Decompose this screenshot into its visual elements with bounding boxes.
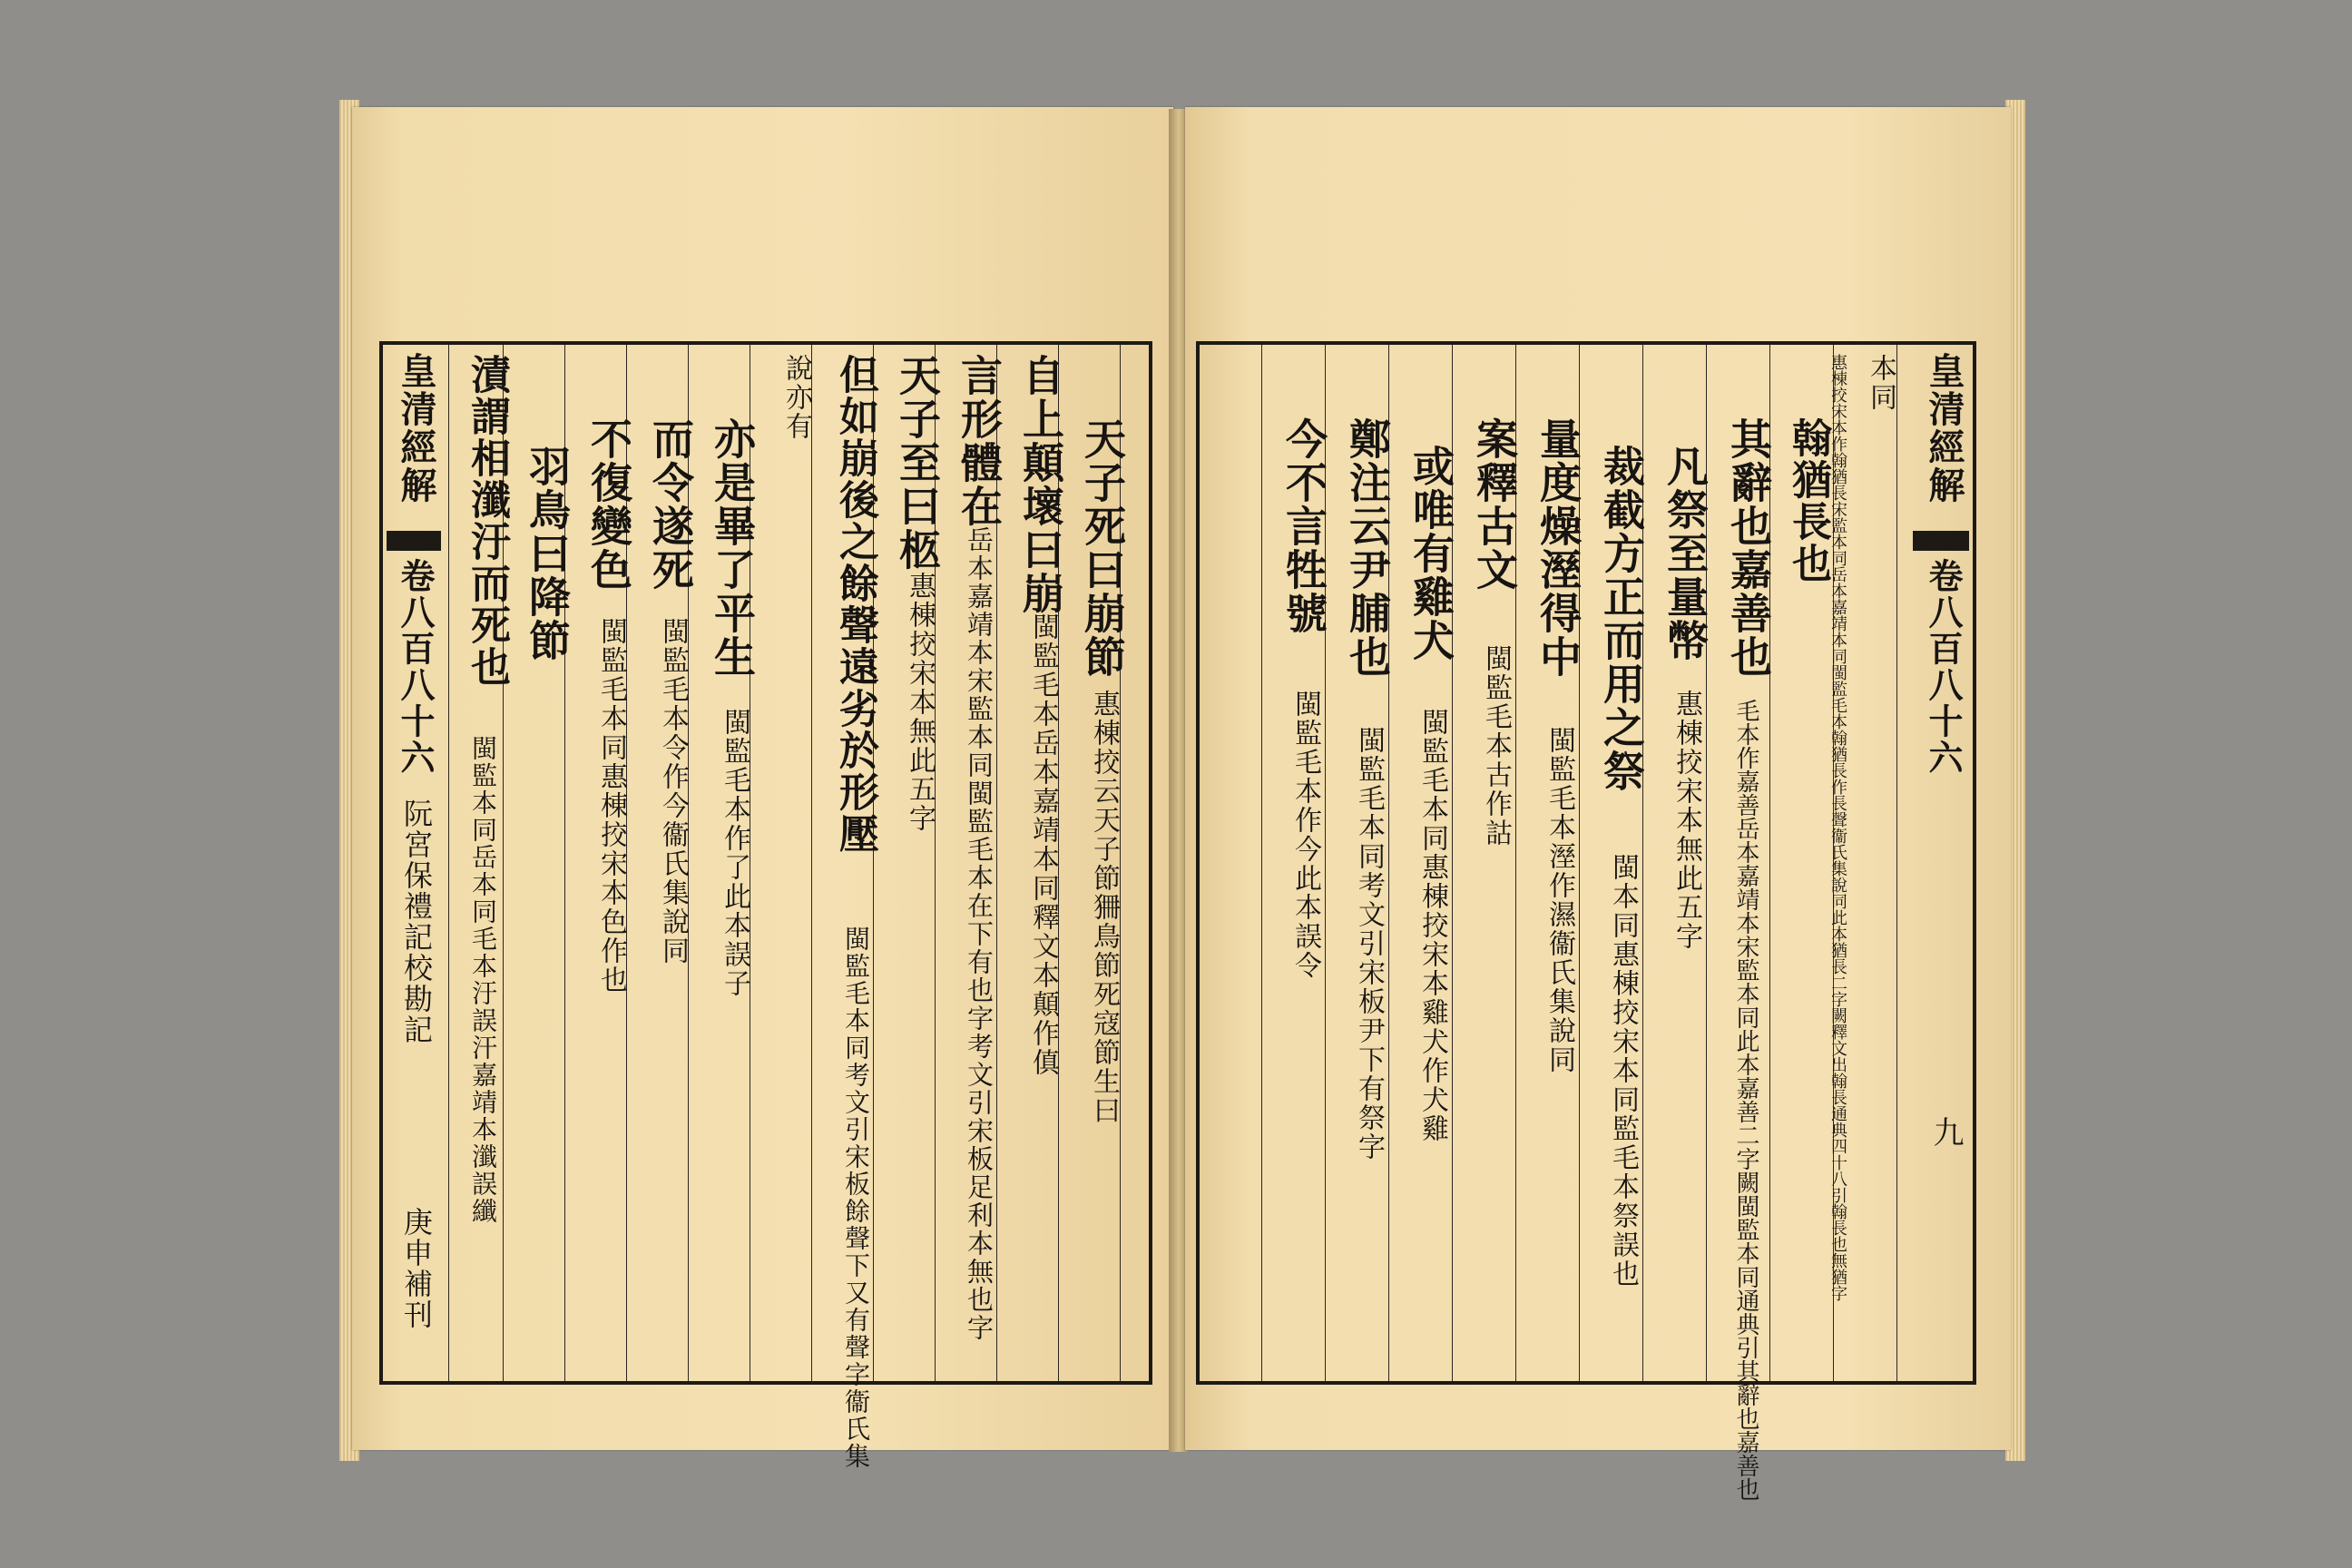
fishtail-mark-right (1913, 531, 1969, 551)
fishtail-mark (387, 531, 441, 551)
left-col-11-note: 閩監本同岳本同毛本汙誤汗嘉靖本瀸誤纖 (468, 735, 498, 1225)
right-col-9-note: 閩監毛本同考文引宋板尹下有祭字 (1353, 726, 1385, 1161)
left-col-11-main: 漬謂相瀸汙而死也 (464, 354, 510, 688)
left-col-7-note: 閩監毛本作了此本誤子 (719, 708, 750, 998)
right-col-1-note: 本同 (1865, 354, 1896, 412)
left-col-1-main: 天子死曰崩節 (1078, 417, 1127, 679)
open-book (352, 91, 2022, 1501)
right-col-4-main: 凡祭至量幣 (1661, 445, 1710, 662)
right-col-3-note: 毛本作嘉善岳本嘉靖本宋監本同此本嘉善二字闕閩監本同通典引其辭也嘉善也 (1732, 699, 1759, 1501)
right-page (1185, 107, 2011, 1501)
left-col-9-note: 閩監毛本同惠棟挍宋本色作也 (595, 617, 627, 995)
left-page (352, 107, 1173, 1470)
right-margin-title: 皇清經解 (1923, 352, 1965, 505)
right-col-7-note: 閩監毛本古作詁 (1480, 644, 1512, 848)
right-text-frame (1196, 341, 1976, 1501)
right-col-8-note: 閩監毛本同惠棟挍宋本雞犬作犬雞 (1416, 708, 1448, 1143)
left-col-7-main: 亦是畢了平生 (708, 417, 757, 679)
left-col-6-note: 說亦有 (780, 354, 812, 441)
right-col-6-note: 閩監毛本溼作濕衞氏集說同 (1544, 726, 1575, 1074)
right-col-10-note: 閩監毛本作今此本誤令 (1289, 690, 1321, 980)
right-col-2-note: 惠棟挍宋本作翰猶長宋監本同岳本嘉靖本同閩監毛本翰猶長作長聲衞氏集說同此本猶長二字闕釋文出翰長通典四十八引翰長也無猶字 (1828, 354, 1847, 1301)
right-col-7-main: 案釋古文 (1470, 417, 1519, 592)
left-col-2-note: 閩監毛本岳本嘉靖本同釋文本顛作傎 (1027, 612, 1059, 1077)
right-col-4-note: 惠棟挍宋本無此五字 (1671, 690, 1702, 951)
right-col-9-main: 鄭注云尹脯也 (1343, 417, 1392, 679)
left-margin-title: 皇清經解 (395, 352, 437, 505)
right-col-5-main: 裁截方正而用之祭 (1597, 445, 1646, 793)
left-margin-volume: 卷八百八十六 (395, 558, 436, 776)
left-col-3-main: 言形體在 (955, 354, 1004, 528)
left-col-4-main: 天子至曰柩 (893, 354, 942, 572)
left-col-2-main: 自上顛壞曰崩 (1016, 354, 1065, 615)
right-col-6-main: 量度燥溼得中 (1534, 417, 1583, 679)
left-text-frame (379, 341, 1152, 1470)
right-margin-folio: 九 (1927, 1116, 1964, 1149)
right-margin-volume: 卷八百八十六 (1923, 558, 1964, 776)
left-col-8-note: 閩監毛本令作今衞氏集說同 (657, 617, 689, 965)
left-col-1-note: 惠棟挍云天子節狦鳥節死寇節生曰 (1088, 690, 1120, 1125)
right-col-2-main: 翰猶長也 (1785, 417, 1831, 584)
left-col-9-main: 不復變色 (584, 417, 633, 592)
left-margin-footer: 庚申補刊 (399, 1207, 434, 1330)
left-col-5-main: 但如崩後之餘聲遠劣於形壓 (832, 354, 878, 855)
left-col-5-note: 閩監毛本同考文引宋板餘聲下又有聲字衞氏集 (841, 926, 871, 1470)
left-col-3-note: 岳本嘉靖本宋監本同閩監毛本在下有也字考文引宋板足利本無也字 (964, 526, 995, 1342)
left-margin-subtitle: 阮宮保禮記校勘記 (399, 799, 434, 1045)
right-col-10-main: 今不言牲號 (1279, 417, 1328, 635)
left-col-4-note: 惠棟挍宋本無此五字 (904, 572, 936, 833)
right-col-8-main: 或唯有雞犬 (1406, 445, 1455, 662)
right-col-3-main: 其辭也嘉善也 (1724, 417, 1773, 679)
left-col-8-main: 而令遂死 (646, 417, 695, 592)
left-col-10-main: 羽鳥曰降節 (523, 445, 572, 662)
right-col-5-note: 閩本同惠棟挍宋本同監毛本祭誤也 (1607, 853, 1639, 1289)
